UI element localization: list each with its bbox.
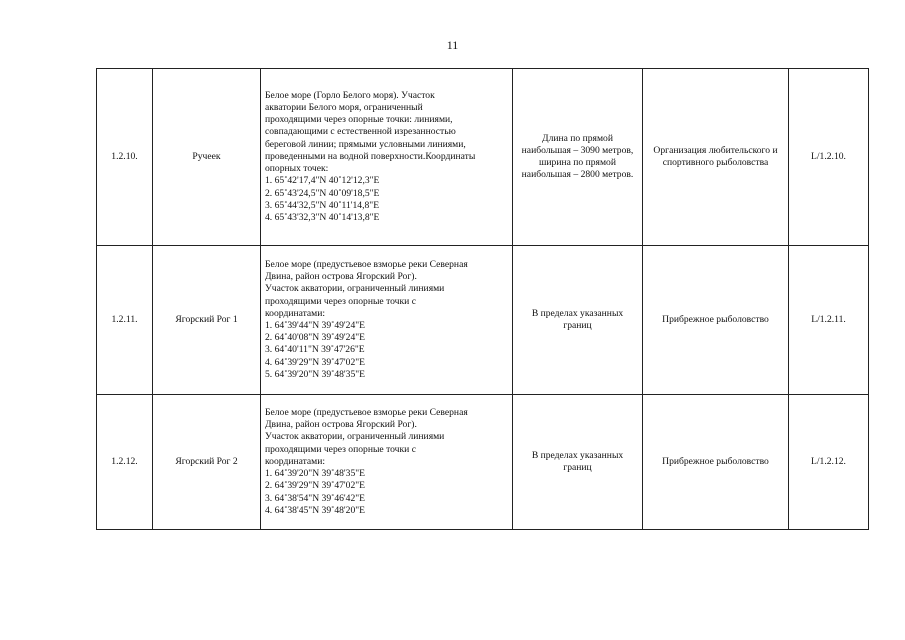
coordinate-line: 4. 64˚39'29"N 39˚47'02"E xyxy=(265,356,366,368)
coordinate-line: 1. 64˚39'20"N 39˚48'35"E xyxy=(265,468,366,480)
description-line: акватории Белого моря, ограниченный xyxy=(265,102,423,114)
area-usage-cell: Прибрежное рыболовство xyxy=(643,395,789,530)
description-line: совпадающими с естественной изрезанностью xyxy=(265,126,456,138)
description-line: Участок акватории, ограниченный линиями xyxy=(265,283,445,295)
description-line: проходящими через опорные точки с xyxy=(265,295,416,307)
coordinate-line: 4. 65˚43'32,3"N 40˚14'13,8"E xyxy=(265,211,380,223)
coordinate-line: 5. 64˚39'20"N 39˚48'35"E xyxy=(265,368,366,380)
area-usage-cell: Организация любительского и спортивного рыболовства xyxy=(643,69,789,246)
area-name-cell: Ягорский Рог 1 xyxy=(153,246,261,395)
fishing-areas-table xyxy=(96,68,869,530)
description-line: Двина, район острова Ягорский Рог). xyxy=(265,419,417,431)
area-code-cell: L/1.2.10. xyxy=(789,69,869,246)
table-row xyxy=(97,69,869,246)
coordinate-line: 2. 64˚40'08"N 39˚49'24"E xyxy=(265,332,366,344)
description-line: береговой линии; прямыми условными линиями, xyxy=(265,138,466,150)
table-row xyxy=(97,246,869,395)
description-line: проходящими через опорные точки: линиями, xyxy=(265,114,453,126)
description-line: Белое море (Горло Белого моря). Участок xyxy=(265,89,435,101)
description-line: Участок акватории, ограниченный линиями xyxy=(265,431,445,443)
coordinate-line: 4. 64˚38'45"N 39˚48'20"E xyxy=(265,504,366,516)
area-extent-cell: В пределах указанных границ xyxy=(513,246,643,395)
page-number: 11 xyxy=(446,38,459,52)
description-line: координатами: xyxy=(265,307,326,319)
coordinate-line: 3. 64˚38'54"N 39˚46'42"E xyxy=(265,492,366,504)
area-extent-cell: В пределах указанных границ xyxy=(513,395,643,530)
area-code-cell: L/1.2.11. xyxy=(789,246,869,395)
coordinate-line: 3. 64˚40'11"N 39˚47'26"E xyxy=(265,344,365,356)
coordinate-line: 1. 65˚42'17,4"N 40˚12'12,3"E xyxy=(265,175,380,187)
row-number-cell: 1.2.10. xyxy=(97,69,153,246)
area-extent-cell: Длина по прямой наибольшая – 3090 метров, ширина по прямой наибольшая – 2800 метров. xyxy=(513,69,643,246)
description-line: Двина, район острова Ягорский Рог). xyxy=(265,271,417,283)
area-description-cell xyxy=(261,246,513,395)
coordinate-line: 2. 65˚43'24,5"N 40˚09'18,5"E xyxy=(265,187,380,199)
description-line: проведенными на водной поверхности.Координаты xyxy=(265,150,476,162)
row-number-cell: 1.2.12. xyxy=(97,395,153,530)
coordinate-line: 2. 64˚39'29"N 39˚47'02"E xyxy=(265,480,366,492)
area-code-cell: L/1.2.12. xyxy=(789,395,869,530)
area-usage-cell: Прибрежное рыболовство xyxy=(643,246,789,395)
coordinate-line: 3. 65˚44'32,5"N 40˚11'14,8"E xyxy=(265,199,380,211)
description-line: проходящими через опорные точки с xyxy=(265,443,416,455)
description-line: Белое море (предустьевое взморье реки Северная xyxy=(265,407,468,419)
description-line: опорных точек: xyxy=(265,163,329,175)
area-description-cell xyxy=(261,69,513,246)
description-line: Белое море (предустьевое взморье реки Северная xyxy=(265,258,468,270)
description-line: координатами: xyxy=(265,455,326,467)
table-row xyxy=(97,395,869,530)
area-description-cell xyxy=(261,395,513,530)
coordinate-line: 1. 64˚39'44"N 39˚49'24"E xyxy=(265,320,366,331)
area-name-cell: Ягорский Рог 2 xyxy=(153,395,261,530)
area-name-cell: Ручеек xyxy=(153,69,261,246)
row-number-cell: 1.2.11. xyxy=(97,246,153,395)
